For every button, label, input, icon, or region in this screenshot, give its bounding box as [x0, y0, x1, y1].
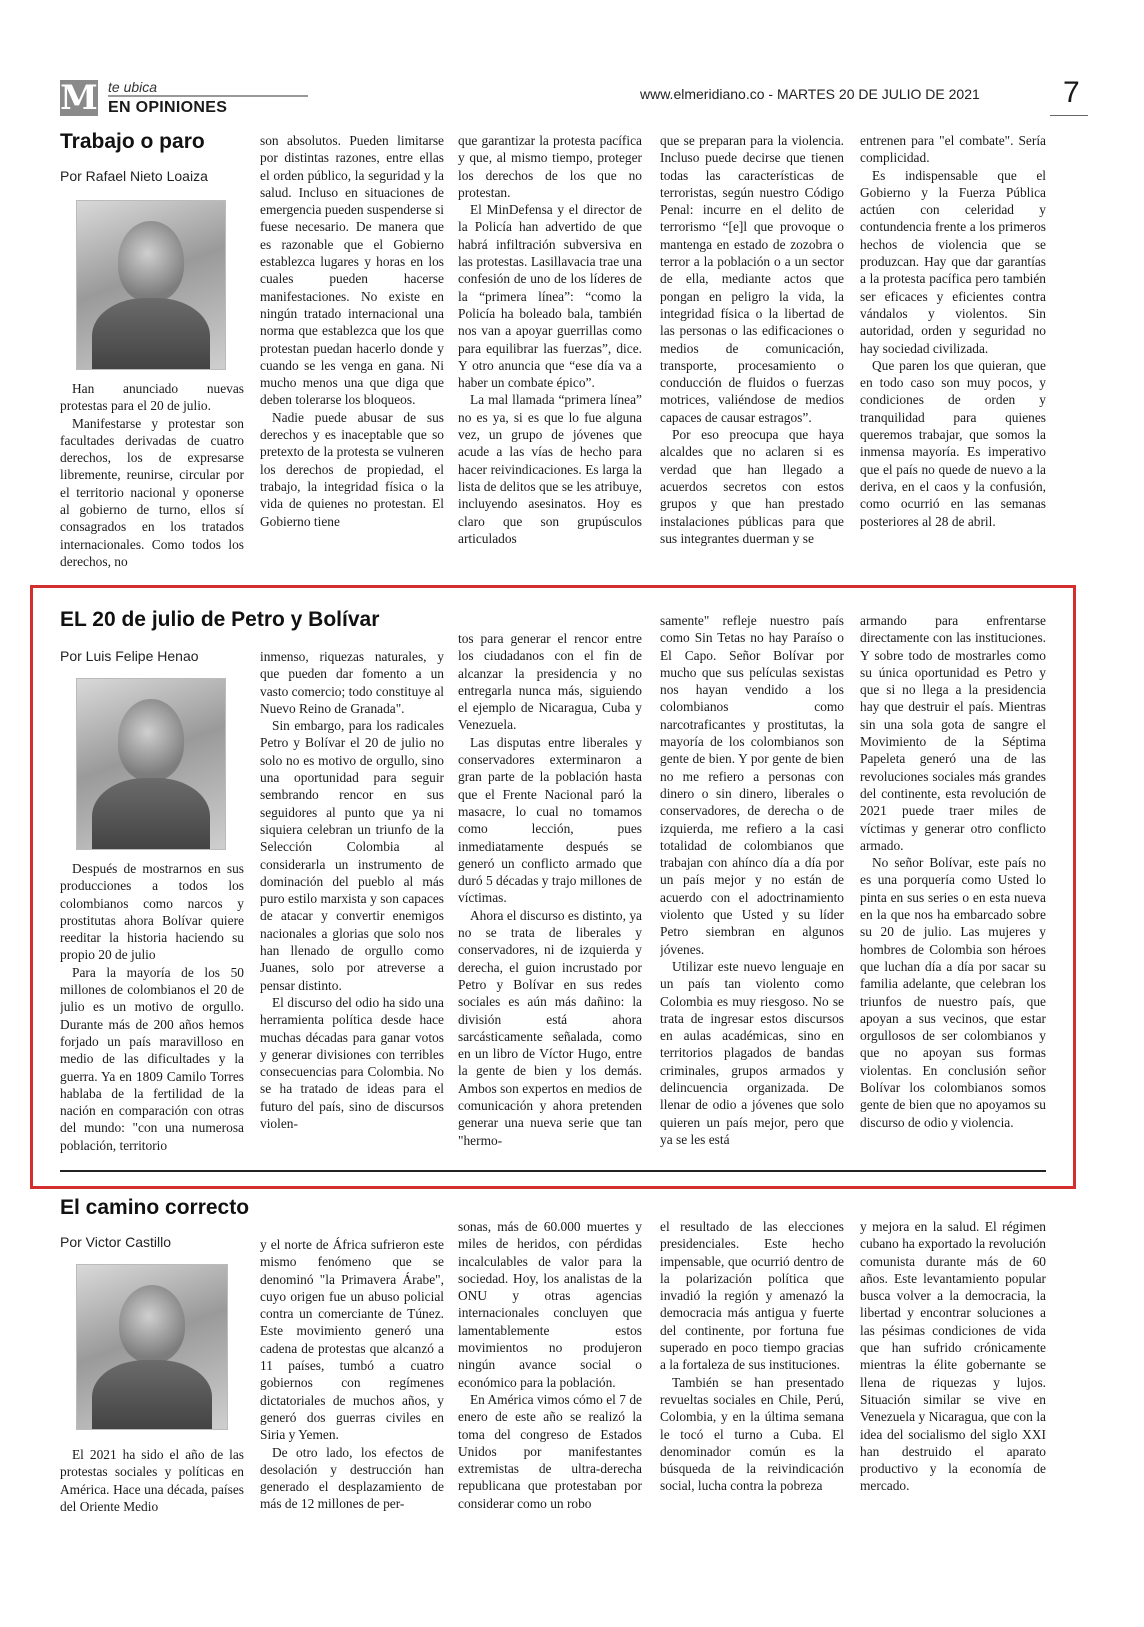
article3-byline: Por Victor Castillo	[60, 1234, 172, 1250]
logo-mark: M	[60, 78, 98, 118]
paragraph: sonas, más de 60.000 muertes y miles de heridos, con pérdidas incalculables de valor para la sociedad. Hoy, los analistas de la ONU y otras agencias internacionales concluyen que lamentablemente estos movimientos no produjeron ningún avance social o económico para la población.	[458, 1219, 642, 1390]
paragraph: samente" refleje nuestro país como Sin Tetas no hay Paraíso o El Capo. Señor Bolívar por mucho que sus películas sexistas nos hayan vendido a los colombianos como narcotraficantes y prostitutas, la mayoría de los colombianos son gente de bien. Y por gente de bien no me refiero a personas con dinero o sin dinero, liberales o conservadores, de derecha o de izquierda, me refiero a la casi totalidad de colombianos que trabajan con ahínco día a día por un país mejor y no están de acuerdo con el adoctrinamiento violento que Usted y su líder Petro siembran en algunos jóvenes.	[660, 613, 844, 957]
article1-title: Trabajo o paro	[60, 130, 205, 153]
paragraph: Sin embargo, para los radicales Petro y Bolívar el 20 de julio no solo no es motivo de orgullo, sino una oportunidad para seguir sembrando rencor en sus seguidores al punto que ya ni siquiera celebran un triunfo de la Selección Colombia al considerarla un instrumento de dominación del pueblo al más puro estilo marxista y son capaces de atacar y convertir enemigos nacionales a glorias que solo nos han llenado de orgullo como Juanes, solo por atreverse a pensar distinto.	[260, 718, 444, 993]
article1-byline: Por Rafael Nieto Loaiza	[60, 168, 208, 184]
paragraph: Después de mostrarnos en sus producciones a todos los colombianos como narcos y prostitutas ahora Bolívar quiere reeditar la historia haciendo su propio 20 de julio	[60, 861, 244, 963]
paragraph: entrenen para "el combate". Sería complicidad.	[860, 133, 1046, 166]
article2-column-4	[660, 612, 844, 1162]
paragraph: Por eso preocupa que haya alcaldes que no aclaren si es verdad que han llegado a acuerdos secretos con estos grupos y que han prestado instalaciones públicas para que sus integrantes duerman y se	[660, 427, 844, 546]
article3-column-3	[458, 1218, 642, 1586]
folio-line: www.elmeridiano.co - MARTES 20 DE JULIO DE 2021	[640, 86, 980, 102]
tagline: te ubica	[108, 79, 158, 95]
paragraph: y mejora en la salud. El régimen cubano ha exportado la revolución comunista durante más de 60 años. Este levantamiento popular busca volver a la democracia, la libertad y encontrar soluciones a las pésimas condiciones de vida que han sufrido crónicamente mientras la élite gobernante se llena de riquezas y lujos. Situación similar se vive en Venezuela y Nicaragua, que con la idea del socialismo del siglo XXI han destruido el aparato productivo y la economía de mercado.	[860, 1219, 1046, 1494]
article2-column-5	[860, 612, 1046, 1162]
article2-byline: Por Luis Felipe Henao	[60, 648, 199, 664]
paragraph: Utilizar este nuevo lenguaje en un país tan violento como Colombia es muy riesgoso. No se trata de ingresar estos discursos en aulas académicas, sino en territorios plagados de bandas criminales, grupos armados y delincuencia organizada. De llenar de odio a jóvenes que solo quieren un país mejor, pero que ya se les está	[660, 958, 844, 1147]
paragraph: tos para generar el rencor entre los ciudadanos con el fin de alcanzar la presidencia y no entregarla nunca más, siguiendo el ejemplo de Nicaragua, Cuba y Venezuela.	[458, 631, 642, 733]
article3-column-4	[660, 1218, 844, 1586]
article2-title: EL 20 de julio de Petro y Bolívar	[60, 608, 380, 631]
paragraph: el resultado de las elecciones presidenciales. Este hecho impensable, que ocurrió dentro de la polarización política que invadió la región y amenazó la democracia más antigua y fuerte del continente, por fortuna fue superado en poco tiempo gracias a la fortaleza de sus instituciones.	[660, 1219, 844, 1373]
author-photo	[76, 1264, 228, 1430]
paragraph: De otro lado, los efectos de desolación y destrucción han generado el desplazamiento de más de 12 millones de per-	[260, 1444, 444, 1512]
paragraph: y el norte de África sufrieron este mismo fenómeno que se denominó "la Primavera Árabe", cuyo origen fue un abuso policial contra un comerciante de Túnez. Este movimiento generó una cadena de protestas que alcanzó a 11 países, tumbó a cuatro gobiernos con regímenes dictatoriales de muchos años, y generó dos guerras civiles en Siria y Yemen.	[260, 1237, 444, 1443]
paragraph: El MinDefensa y el director de la Policía han advertido de que habrá infiltración subversiva en las protestas. Lasillavacia trae una confesión de uno de los líderes de la “primera línea”: “como la Policía ha boleado bala, también nos van a apoyar guerrillas como para equilibrar las fuerzas”, dice. Y otro anuncia que “ese día va a haber un combate épico”.	[458, 202, 642, 391]
article3-column-2	[260, 1236, 444, 1586]
paragraph: Que paren los que quieran, que en todo caso son muy pocos, y condiciones de orden y tranquilidad para quienes queremos trabajar, que somos la inmensa mayoría. Es imperativo que el país no quede de nuevo a la deriva, en el caos y la confusión, como ocurrió en las semanas posteriores al 28 de abril.	[860, 357, 1046, 529]
section-name: EN OPINIONES	[108, 99, 228, 116]
paragraph: El 2021 ha sido el año de las protestas sociales y políticas en América. Hace una década, países del Oriente Medio	[60, 1447, 244, 1514]
author-photo	[76, 678, 226, 850]
article1-column-2	[260, 132, 444, 576]
paragraph: Es indispensable que el Gobierno y la Fuerza Pública actúen con celeridad y contundencia frente a los primeros hechos de violencia que se produzcan. Hay que dar garantías a la protesta pacífica pero también ser eficaces y eficientes contra vándalos y violentos. Sin autoridad, orden y seguridad no hay sociedad civilizada.	[860, 167, 1046, 356]
article2-column-1	[60, 860, 244, 1162]
paragraph: inmenso, riquezas naturales, y que pueden dar fomento a un vasto comercio; todo constituye al Nuevo Reino de Granada".	[260, 649, 444, 716]
article1-column-4	[660, 132, 844, 576]
paragraph: También se han presentado revueltas sociales en Chile, Perú, Colombia, y en la última semana le tocó el turno a Cuba. El denominador común es la búsqueda de la reivindicación social, lucha contra la pobreza	[660, 1374, 844, 1494]
page-number-rule	[1050, 115, 1088, 116]
paragraph: que se preparan para la violencia. Incluso puede decirse que tienen todas las características de terroristas, según nuestro Código Penal: incurre en el delito de terrorismo “[e]l que provoque o mantenga en estado de zozobra o terror a la población o a un sector de ella, mediante actos que pongan en peligro la vida, la integridad física o la libertad de las personas o las edificaciones o medios de comunicación, transporte, procesamiento o conducción de fluidos o fuerzas motrices, valiéndose de medios capaces de causar estragos”.	[660, 133, 844, 425]
paragraph: El discurso del odio ha sido una herramienta política desde hace muchas décadas para ganar votos y generar divisiones con terribles consecuencias para Colombia. No se ha tratado de ideas para el futuro del país, sino de discursos violen-	[260, 994, 444, 1132]
article3-column-5	[860, 1218, 1046, 1586]
paragraph: No señor Bolívar, este país no es una porquería como Usted lo pinta en sus series o en esta nueva en la que nos ha embarcado sobre su 20 de julio. Las mujeres y hombres de Colombia son héroes que luchan día a día por sacar su familia adelante, que celebran los triunfos de nuestro país, que apoyan a sus vecinos, que estar orgullosos de ser colombianos y que no apoyan sus formas violentas. En conclusión señor Bolívar los colombianos somos gente de bien que no apoyamos su discurso de odio y violencia.	[860, 855, 1046, 1130]
article-divider	[60, 1170, 1046, 1172]
paragraph: Las disputas entre liberales y conservadores exterminaron a gran parte de la población hasta que el Frente Nacional paró la masacre, lo cual no tomamos como lección, pues inmediatamente después se generó un conflicto armado que duró 5 décadas y trajo millones de víctimas.	[458, 734, 642, 906]
paragraph: armando para enfrentarse directamente con las instituciones. Y sobre todo de mostrarles como su única oportunidad es Petro y que si no llega a la presidencia hay que destruir el país. Mientras sin una sola gota de sangre el Movimiento de la Séptima Papeleta generó una de las revoluciones sociales más grandes del continente, esta revolución de 2021 puede traer miles de víctimas y generar otro conflicto armado.	[860, 613, 1046, 853]
paragraph: son absolutos. Pueden limitarse por distintas razones, entre ellas el orden público, la seguridad y la salud. Incluso en situaciones de emergencia pueden suspenderse si fuese necesario. De manera que es razonable que el Gobierno establezca lugares y horas en los cuales pueden hacerse manifestaciones. No existe en ningún tratado internacional una norma que establezca que los que protestan puedan hacerlo donde y cuando se les venga en gana. Ni mucho menos una que diga que deben tolerarse los bloqueos.	[260, 133, 444, 408]
article1-column-5	[860, 132, 1046, 576]
article1-column-1	[60, 380, 244, 576]
paragraph: que garantizar la protesta pacífica y que, al mismo tiempo, proteger los derechos de los que no protestan.	[458, 133, 642, 200]
header-rule	[108, 95, 308, 97]
article1-column-3	[458, 132, 642, 576]
article3-title: El camino correcto	[60, 1196, 250, 1219]
article3-column-1	[60, 1446, 244, 1586]
paragraph: En América vimos cómo el 7 de enero de este año se realizó la toma del congreso de Estados Unidos por manifestantes extremistas de ultra-derecha republicana que protestaban por considerar como un robo	[458, 1391, 642, 1511]
article2-column-3	[458, 630, 642, 1162]
paragraph: Ahora el discurso es distinto, ya no se trata de liberales y conservadores, ni de izquierda y derecha, el guion incrustado por Petro y Bolívar en sus redes sociales es aún más dañino: la división está ahora sarcásticamente señalada, como en un libro de Víctor Hugo, entre la gente de bien y los demás. Ambos son expertos en medios de comunicación y ahora pretenden generar una nueva serie que tan "hermo-	[458, 907, 642, 1148]
paragraph: Han anunciado nuevas protestas para el 20 de julio.	[60, 381, 244, 414]
paragraph: Nadie puede abusar de sus derechos y es inaceptable que so pretexto de la protesta se vulneren los derechos de propiedad, el trabajo, la integridad física o la vida de quienes no protestan. El Gobierno tiene	[260, 409, 444, 529]
page-number: 7	[1063, 76, 1080, 109]
article2-column-2	[260, 648, 444, 1162]
author-photo	[76, 200, 226, 370]
paragraph: Manifestarse y protestar son facultades derivadas de cuatro derechos, los de expresarse libremente, reunirse, circular por el territorio nacional y oponerse al gobierno de turno, ellos sí consagrados en los tratados internacionales. Como todos los derechos, no	[60, 415, 244, 569]
paragraph: La mal llamada “primera línea” no es ya, si es que lo fue alguna vez, un grupo de jóvenes que acude a las vías de hecho para hacer reivindicaciones. Es larga la lista de delitos que se les atribuye, incluyendo asesinatos. Hoy es claro que son grupúsculos articulados	[458, 392, 642, 546]
paragraph: Para la mayoría de los 50 millones de colombianos el 20 de julio es un motivo de orgullo. Durante más de 200 años hemos forjado un país maravilloso en medio de las dificultades y la guerra. Ya en 1809 Camilo Torres hablaba de la fertilidad de la nación en comparación con otras del mundo: "con una numerosa población, territorio	[60, 964, 244, 1153]
